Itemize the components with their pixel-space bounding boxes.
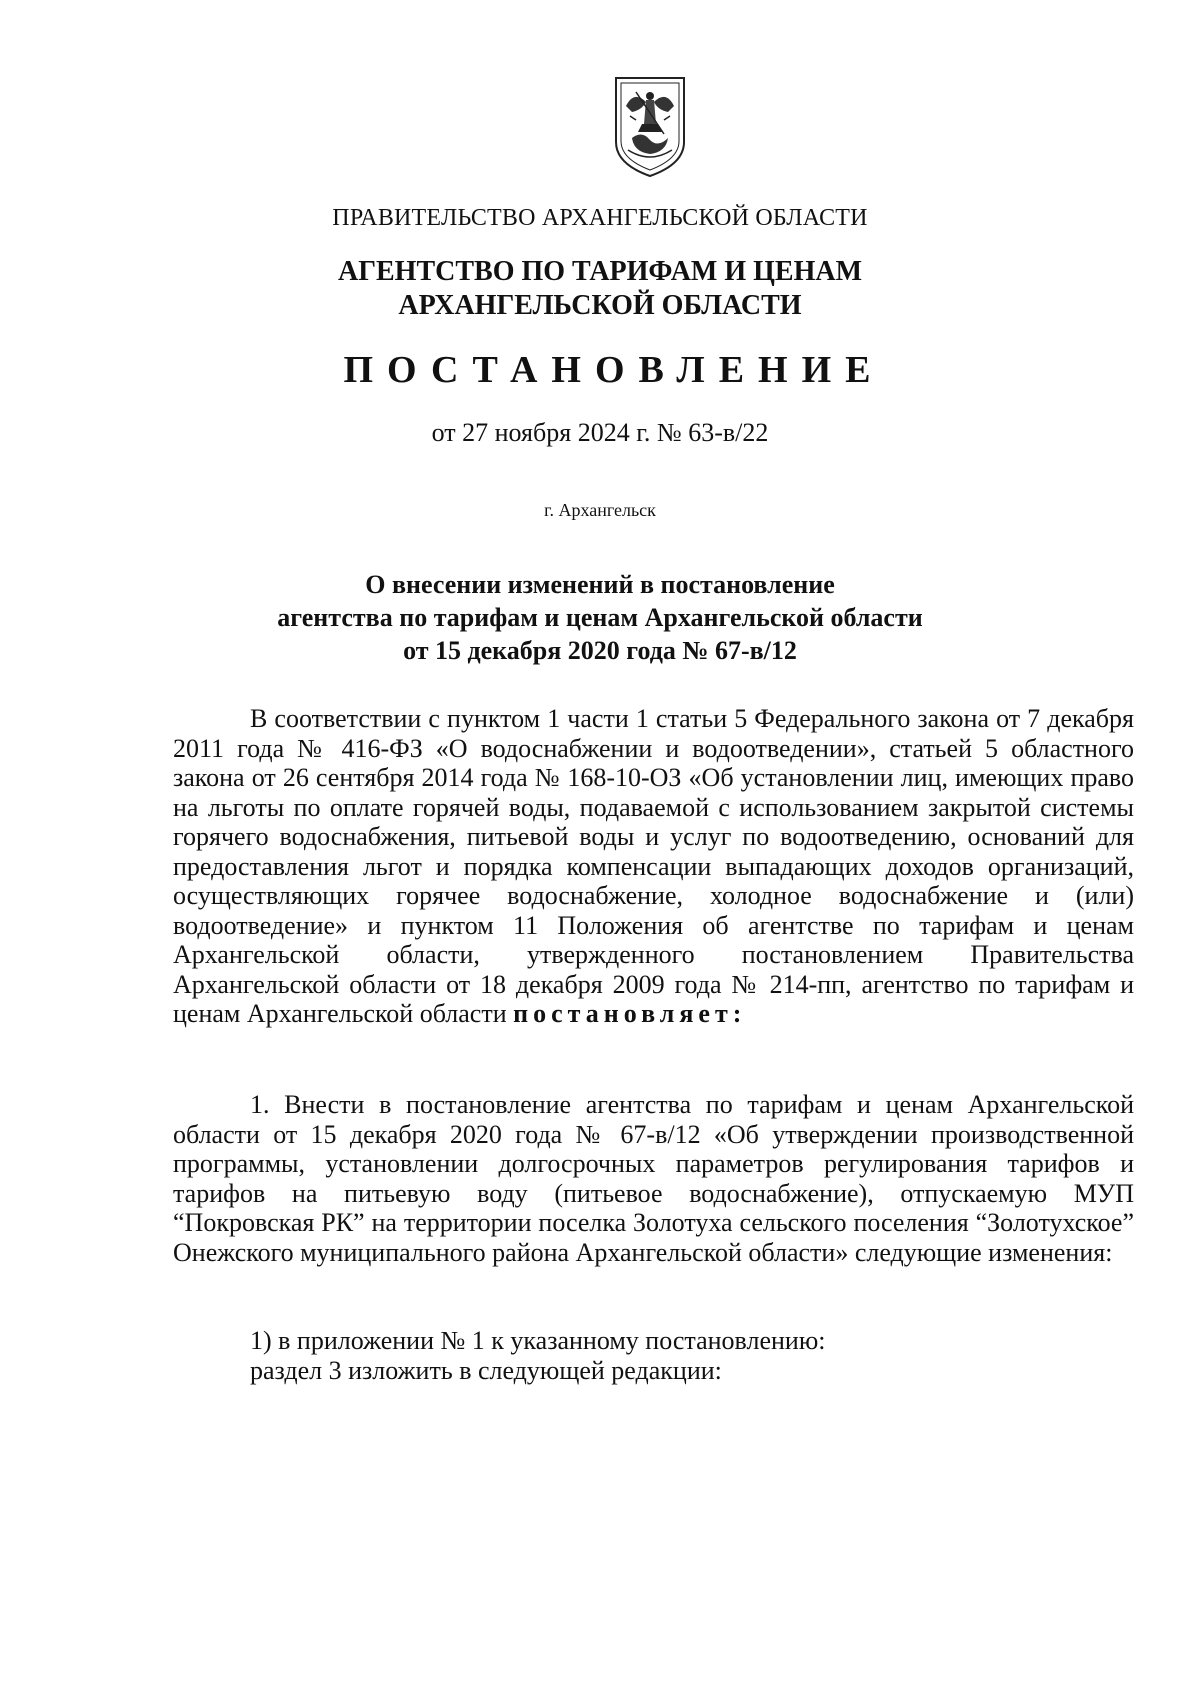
- subject-line1: О внесении изменений в постановление: [365, 570, 835, 599]
- subject-line2: агентства по тарифам и ценам Архангельской области: [277, 603, 923, 632]
- government-heading: ПРАВИТЕЛЬСТВО АРХАНГЕЛЬСКОЙ ОБЛАСТИ: [332, 205, 868, 231]
- item-1-1-paragraph: 1) в приложении № 1 к указанному постановлению:: [250, 1326, 826, 1355]
- document-type-title: ПОСТАНОВЛЕНИЕ: [343, 349, 885, 391]
- document-city: г. Архангельск: [544, 500, 656, 520]
- item-1-paragraph: 1. Внести в постановление агентства по тарифам и ценам Архангельской области от 15 декабря 2020 года № 67-в/12 «Об утверждении производственной программы, установлении долгосрочных параметров регулирования тарифов и тарифов на питьевую воду (питьевое водоснабжение), отпускаемую МУП “Покровская РК” на территории поселка Золотуха сельского поселения “Золотухское” Онежского муниципального района Архангельской области» следующие изменения:: [173, 1090, 1134, 1267]
- item-1-1a-paragraph: раздел 3 изложить в следующей редакции:: [250, 1356, 722, 1385]
- subject-line3: от 15 декабря 2020 года № 67-в/12: [403, 636, 797, 665]
- coat-of-arms-icon: [612, 72, 688, 182]
- document-subject: [0, 568, 1200, 667]
- preamble-paragraph: [173, 704, 1134, 1029]
- preamble-text: В соответствии с пунктом 1 части 1 статьи 5 Федерального закона от 7 декабря 2011 года № 416-ФЗ «О водоснабжении и водоотведении», статьей 5 областного закона от 26 сентября 2014 года № 168-10-ОЗ «Об установлении лиц, имеющих право на льготы по оплате горячей воды, подаваемой с использованием закрытой системы горячего водоснабжения, питьевой воды и услуг по водоотведению, оснований для предоставления льгот и порядка компенсации выпадающих доходов организаций, осуществляющих горячее водоснабжение, холодное водоснабжение и (или) водоотведение» и пунктом 11 Положения об агентстве по тарифам и ценам Архангельской области, утвержденного постановлением Правительства Архангельской области от 18 декабря 2009 года № 214-пп, агентство по тарифам и ценам Архангельской области: [173, 704, 1134, 1028]
- agency-heading-line1: АГЕНТСТВО ПО ТАРИФАМ И ЦЕНАМ: [337, 256, 863, 287]
- agency-heading-line2: АРХАНГЕЛЬСКОЙ ОБЛАСТИ: [398, 290, 802, 321]
- resolves-word: постановляет:: [513, 999, 747, 1028]
- document-date-number: от 27 ноября 2024 г. № 63-в/22: [431, 418, 769, 447]
- agency-heading: [0, 255, 1200, 323]
